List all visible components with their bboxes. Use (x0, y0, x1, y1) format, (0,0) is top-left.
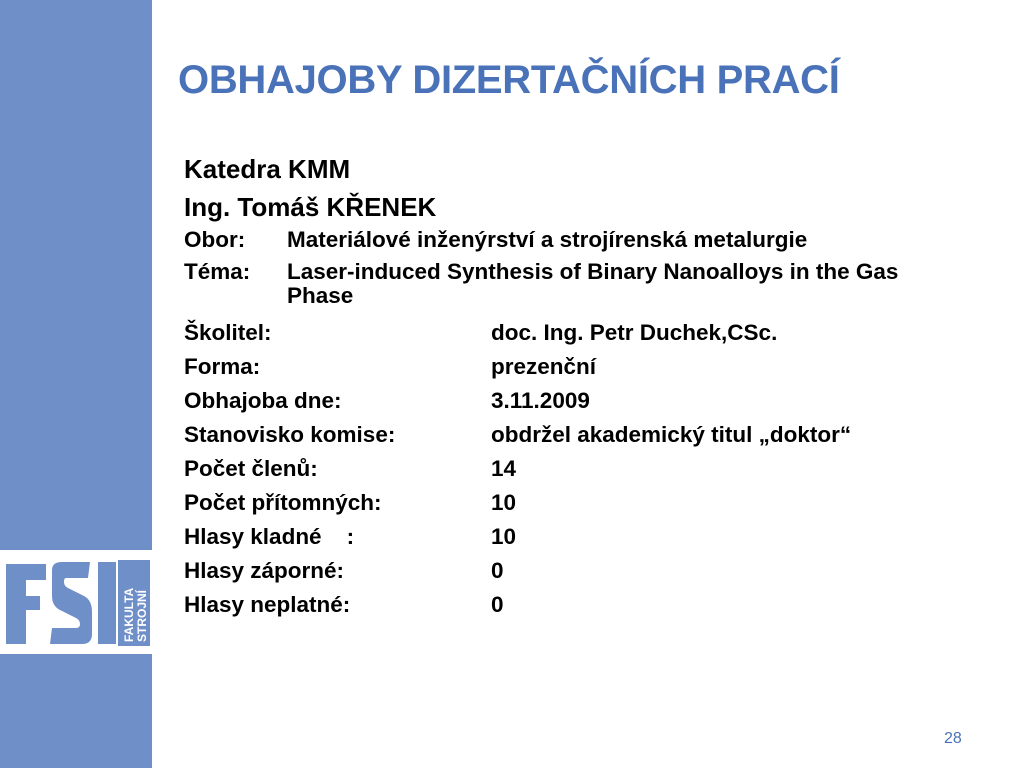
detail-value: 14 (491, 456, 517, 481)
detail-row (184, 486, 984, 520)
detail-value: 0 (491, 558, 504, 583)
detail-label: Hlasy neplatné: (184, 592, 351, 617)
detail-label: Školitel: (184, 320, 272, 345)
detail-label: Hlasy záporné: (184, 558, 345, 583)
detail-row (184, 452, 984, 486)
detail-value: prezenční (491, 354, 597, 379)
detail-row (184, 554, 984, 588)
detail-value: doc. Ing. Petr Duchek,CSc. (491, 320, 778, 345)
department: Katedra KMM (184, 154, 351, 184)
slide-content (184, 152, 984, 622)
topic-value: Laser-induced Synthesis of Binary Nanoalloys in the Gas Phase (287, 259, 899, 308)
detail-value: 10 (491, 524, 517, 549)
detail-value: obdržel akademický titul „doktor“ (491, 422, 852, 447)
topic-label: Téma: (184, 259, 251, 284)
detail-label: Stanovisko komise: (184, 422, 396, 447)
topic-row (184, 260, 984, 308)
detail-row (184, 350, 984, 384)
candidate-name: Ing. Tomáš KŘENEK (184, 192, 437, 222)
logo-line2: STROJNÍ (135, 589, 149, 642)
page-number: 28 (944, 730, 962, 747)
detail-label: Počet přítomných: (184, 490, 382, 515)
fsi-logo-graphic (0, 550, 152, 654)
detail-label: Hlasy kladné : (184, 524, 355, 549)
field-label: Obor: (184, 227, 246, 252)
slide-title: OBHAJOBY DIZERTAČNÍCH PRACÍ (178, 58, 840, 102)
detail-value: 3.11.2009 (491, 388, 590, 413)
detail-row (184, 588, 984, 622)
detail-row (184, 316, 984, 350)
fsi-logo (0, 550, 152, 654)
detail-row (184, 384, 984, 418)
logo-line1: FAKULTA (122, 587, 136, 642)
detail-value: 10 (491, 490, 517, 515)
detail-row (184, 520, 984, 554)
detail-value: 0 (491, 592, 504, 617)
detail-label: Forma: (184, 354, 261, 379)
detail-row (184, 418, 984, 452)
field-value: Materiálové inženýrství a strojírenská metalurgie (287, 227, 808, 252)
detail-label: Počet členů: (184, 456, 318, 481)
detail-label: Obhajoba dne: (184, 388, 342, 413)
field-row (184, 228, 984, 252)
